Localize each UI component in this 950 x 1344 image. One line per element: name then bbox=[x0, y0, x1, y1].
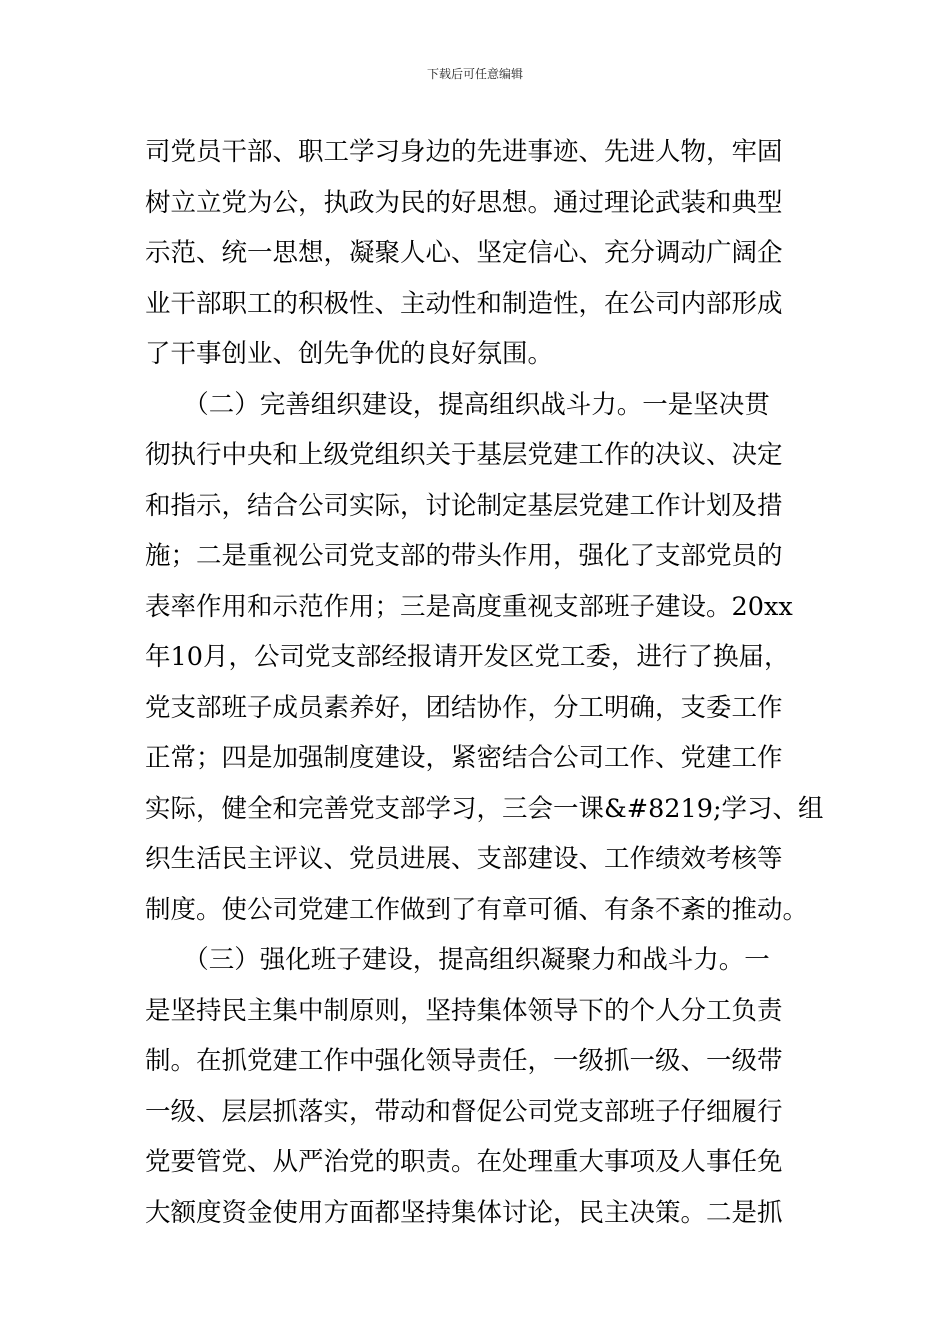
text-line: 党要管党、从严治党的职责。在处理重大事项及人事任免 bbox=[145, 1147, 783, 1177]
text-line: 年10月，公司党支部经报请开发区党工委，进行了换届， bbox=[145, 642, 790, 672]
page-header: 下载后可任意编辑 bbox=[426, 67, 523, 81]
text-line: 党支部班子成员素养好，团结协作，分工明确，支委工作 bbox=[145, 692, 783, 723]
text-line: 制。在抓党建工作中强化领导责任，一级抓一级、一级带 bbox=[145, 1046, 783, 1076]
text-line: （三）强化班子建设，提高组织凝聚力和战斗力。一 bbox=[145, 945, 770, 975]
text-line: 彻执行中央和上级党组织关于基层党建工作的决议、决定 bbox=[145, 440, 783, 470]
text-line: （二）完善组织建设，提高组织战斗力。一是坚决贯 bbox=[145, 389, 770, 420]
text-line: 司党员干部、职工学习身边的先进事迹、先进人物，牢固 bbox=[145, 137, 783, 167]
text-line: 制度。使公司党建工作做到了有章可循、有条不紊的推动。 bbox=[145, 894, 809, 925]
text-line: 一级、层层抓落实，带动和督促公司党支部班子仔细履行 bbox=[145, 1096, 783, 1127]
document-body bbox=[145, 127, 824, 1238]
text-line: 了干事创业、创先争优的良好氛围。 bbox=[145, 339, 554, 369]
text-line: 大额度资金使用方面都坚持集体讨论，民主决策。二是抓 bbox=[145, 1197, 783, 1228]
text-line: 施；二是重视公司党支部的带头作用，强化了支部党员的 bbox=[145, 541, 783, 571]
text-line: 业干部职工的积极性、主动性和制造性，在公司内部形成 bbox=[145, 288, 783, 319]
text-line: 和指示，结合公司实际，讨论制定基层党建工作计划及措 bbox=[145, 490, 783, 521]
text-line: 实际，健全和完善党支部学习，三会一课&#8219;学习、组 bbox=[145, 793, 824, 824]
text-line: 是坚持民主集中制原则，坚持集体领导下的个人分工负责 bbox=[145, 995, 783, 1026]
text-line: 示范、统一思想，凝聚人心、坚定信心、充分调动广阔企 bbox=[145, 238, 783, 268]
text-line: 织生活民主评议、党员进展、支部建设、工作绩效考核等 bbox=[145, 844, 783, 874]
text-line: 树立立党为公，执政为民的好思想。通过理论武装和典型 bbox=[145, 187, 783, 218]
text-line: 正常；四是加强制度建设，紧密结合公司工作、党建工作 bbox=[145, 743, 783, 773]
text-line: 表率作用和示范作用；三是高度重视支部班子建设。20xx bbox=[145, 591, 793, 622]
